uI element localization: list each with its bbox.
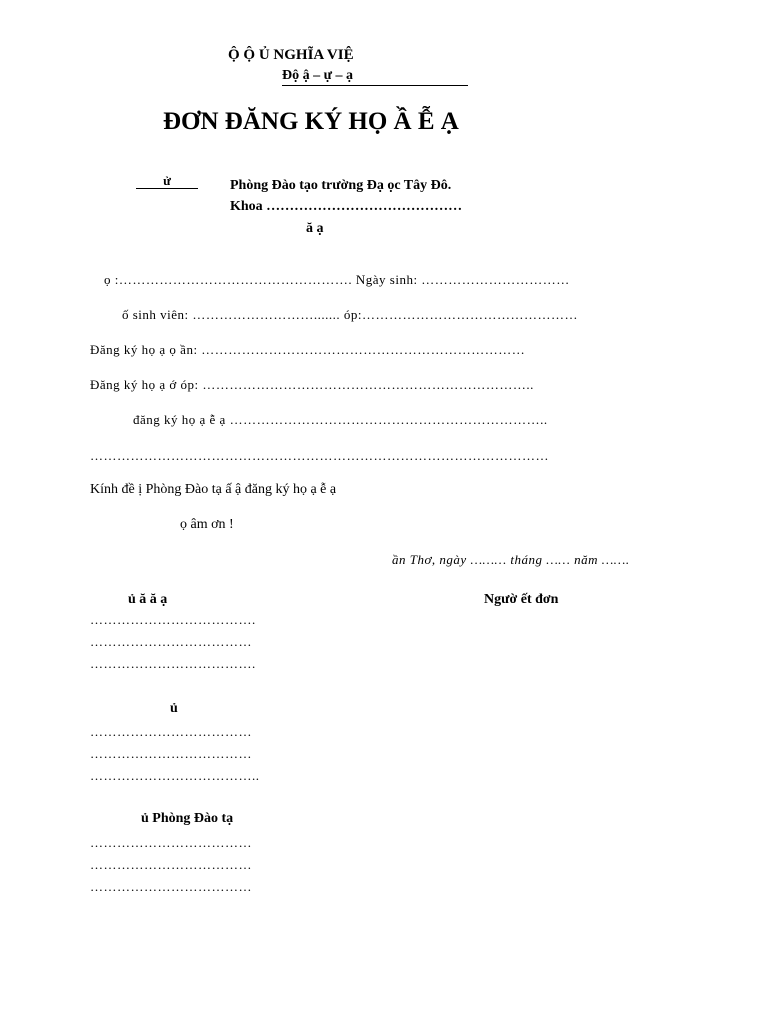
reason-field[interactable]: đăng ký họ ạ ễ ạ …………………………………………………………….. (133, 412, 548, 427)
applicant-signature-label: Ngườ ết đơn (484, 592, 559, 607)
thanks-text: ọ âm ơn ! (180, 517, 234, 532)
form-title: ĐƠN ĐĂNG KÝ HỌ Ầ Ễ Ạ (163, 108, 459, 135)
name-birthdate-field[interactable]: ọ :……………………………………………. Ngày sinh: …………………………… (104, 272, 570, 287)
recipient-label: ử (136, 174, 198, 189)
teacher-signature-line: ………………………………. (90, 656, 256, 671)
office-signature-line: ……………………………… (90, 857, 252, 872)
recipient-faculty: Khoa …………………………………… (230, 199, 463, 214)
recipient-school: Phòng Đào tạo trường Đạ ọc Tây Đô. (230, 178, 452, 193)
recipient-subtitle: ă ạ (306, 221, 324, 236)
teacher-signature-line: ……………………………… (90, 634, 252, 649)
teacher-signature-line: ………………………………. (90, 612, 256, 627)
office-signature-label: ủ Phòng Đào tạ (141, 811, 234, 826)
national-header: Ộ Ộ Ủ NGHĨA VIỆ (228, 47, 354, 63)
student-id-class-field[interactable]: ố sinh viên: ………………………....... óp:………………………………………… (122, 307, 579, 322)
faculty-signature-line: ……………………………… (90, 746, 252, 761)
faculty-signature-line: ……………………………… (90, 724, 252, 739)
class-field[interactable]: Đăng ký họ ạ ớ óp: ……………………………………………………………….. (90, 377, 534, 392)
office-signature-line: ……………………………… (90, 879, 252, 894)
office-signature-line: ……………………………… (90, 835, 252, 850)
course-field[interactable]: Đăng ký họ ạ ọ ần: ……………………………………………………………… (90, 342, 526, 357)
date-line[interactable]: ần Thơ, ngày ……… tháng …… năm ……. (392, 552, 630, 567)
request-text: Kính đề ị Phòng Đào tạ ấ ậ đăng ký họ ạ ễ ạ (90, 482, 337, 497)
reason-continuation-field[interactable]: ………………………………………………………………………………………… (90, 448, 549, 463)
teacher-signature-label: ủ ă ă ạ (128, 592, 168, 607)
faculty-signature-label: ủ (170, 701, 178, 716)
motto-line: Độ ậ – ự – ạ (282, 67, 468, 86)
faculty-signature-line: ……………………………….. (90, 768, 260, 783)
